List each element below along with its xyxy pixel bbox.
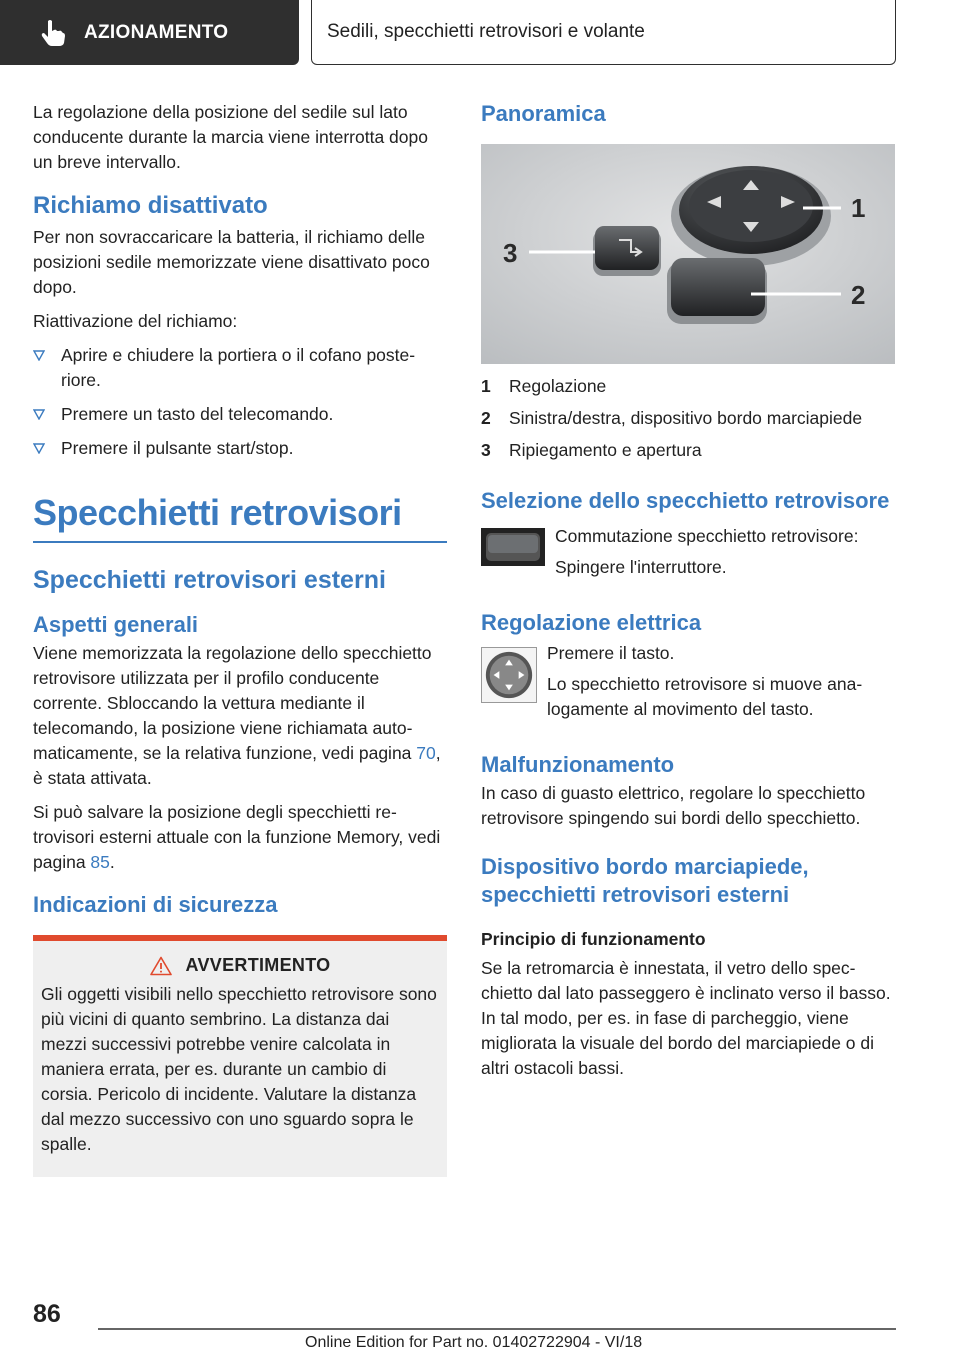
mirror-switch-icon xyxy=(481,528,545,566)
page-link[interactable]: 85 xyxy=(90,852,110,872)
reactivation-label: Riattivazione del richiamo: xyxy=(33,311,238,331)
mirror-controls-figure xyxy=(481,144,895,364)
footer-rule xyxy=(98,1328,896,1330)
intro-paragraph: La regolazione della posizione del sedile sul lato conducente durante la marcia viene interrotta dopo un breve intervallo. xyxy=(33,102,428,172)
section-title: AZIONAMENTO xyxy=(84,21,229,43)
malfunction-heading: Malfunzionamento xyxy=(481,752,675,777)
right-column xyxy=(481,100,895,1090)
list-item: Premere il pulsante start/stop. xyxy=(33,436,447,461)
sub-heading: Specchietti retrovisori esterni xyxy=(33,566,386,594)
electric-line-2: Lo specchietto retrovisore si muove analogamente al movimento del tasto. xyxy=(547,674,863,719)
warning-box xyxy=(33,935,447,1177)
malfunction-paragraph: In caso di guasto elettrico, regolare lo specchietto retrovisore spingendo sui bordi dello specchietto. xyxy=(481,783,866,828)
list-item: Premere un tasto del telecomando. xyxy=(33,402,447,427)
mirror-controls-illustration xyxy=(481,144,895,364)
electric-line-1: Premere il tasto. xyxy=(547,643,675,663)
main-heading-block xyxy=(33,491,447,543)
list-item: Aprire e chiudere la portiera o il cofano posteriore. xyxy=(33,343,447,393)
figure-label-1: 1 xyxy=(851,193,866,223)
select-row xyxy=(481,524,895,589)
select-heading: Selezione dello specchietto retrovisore xyxy=(481,488,890,513)
recall-heading: Richiamo disattivato xyxy=(33,192,268,219)
heading-rule xyxy=(33,541,447,543)
mirror-adjust-pad-icon xyxy=(481,647,537,703)
triangle-bullet-icon xyxy=(33,409,45,420)
select-line-2: Spingere l'interruttore. xyxy=(555,557,727,577)
chapter-header xyxy=(311,0,896,65)
safety-heading: Indicazioni di sicurezza xyxy=(33,892,278,917)
general-paragraph-2: Si può salvare la posizione degli specchietti retrovisori esterni attuale con la funzione Memory, vedi pagina 85. xyxy=(33,802,441,872)
electric-row xyxy=(481,641,895,731)
warning-text: Gli oggetti visibili nello specchietto retrovisore sono più vicini di quanto sembrino. La distanza dai mezzi successivi potrebbe venire calcolata in maniera errata, per es. durante un cambio di corsia. Pericolo di incidente. Valutare la distanza dal mezzo successivo con uno sguardo sopra le spalle. xyxy=(41,984,437,1154)
figure-label-3: 3 xyxy=(503,238,518,268)
warning-triangle-icon xyxy=(150,956,172,976)
warning-title-row xyxy=(41,955,439,976)
principle-paragraph: Se la retromarcia è innestata, il vetro dello specchietto dal lato passeggero è inclinato verso il basso. In tal modo, per es. in fase di parcheggio, viene migliorata la visuale del bordo del marciapiede o di altri ostacoli bassi. xyxy=(481,958,891,1078)
legend-item: 1 Regolazione xyxy=(481,376,607,396)
overview-heading: Panoramica xyxy=(481,101,606,126)
chapter-title: Sedili, specchietti retrovisori e volante xyxy=(327,21,645,42)
triangle-bullet-icon xyxy=(33,443,45,454)
main-heading: Specchietti retrovisori xyxy=(33,492,402,533)
reactivation-list xyxy=(33,343,447,461)
triangle-bullet-icon xyxy=(33,350,45,361)
curb-heading: Dispositivo bordo marciapiede, specchietti retrovisori esterni xyxy=(481,854,809,907)
section-tab xyxy=(0,0,299,65)
legend-item: 3 Ripiegamento e apertura xyxy=(481,440,702,460)
page-number: 86 xyxy=(33,1300,61,1328)
general-heading: Aspetti generali xyxy=(33,612,199,637)
page-link[interactable]: 70 xyxy=(416,743,436,763)
general-paragraph-1: Viene memorizzata la regolazione dello specchietto retrovisore utilizzata per il profilo conducente corrente. Sbloccando la vettura mediante il telecomando, la posizione viene richiamata automaticamente, se la relativa funzione, vedi pagina 70, è stata attivata. xyxy=(33,643,441,788)
figure-label-2: 2 xyxy=(851,280,866,310)
edition-text: Online Edition for Part no. 01402722904 - VI/18 xyxy=(305,1334,643,1351)
left-column xyxy=(33,100,447,1177)
legend-item: 2 Sinistra/destra, dispositivo bordo marciapiede xyxy=(481,408,863,428)
warning-title: AVVERTIMENTO xyxy=(185,955,331,975)
select-line-1: Commutazione specchietto retrovisore: xyxy=(555,526,859,546)
principle-heading: Principio di funzionamento xyxy=(481,929,706,949)
electric-heading: Regolazione elettrica xyxy=(481,610,702,635)
hand-pointer-icon xyxy=(40,19,66,47)
legend-list xyxy=(481,374,895,463)
recall-paragraph: Per non sovraccaricare la batteria, il richiamo delle posizioni sedile memorizzate viene disattivato poco dopo. xyxy=(33,227,430,297)
